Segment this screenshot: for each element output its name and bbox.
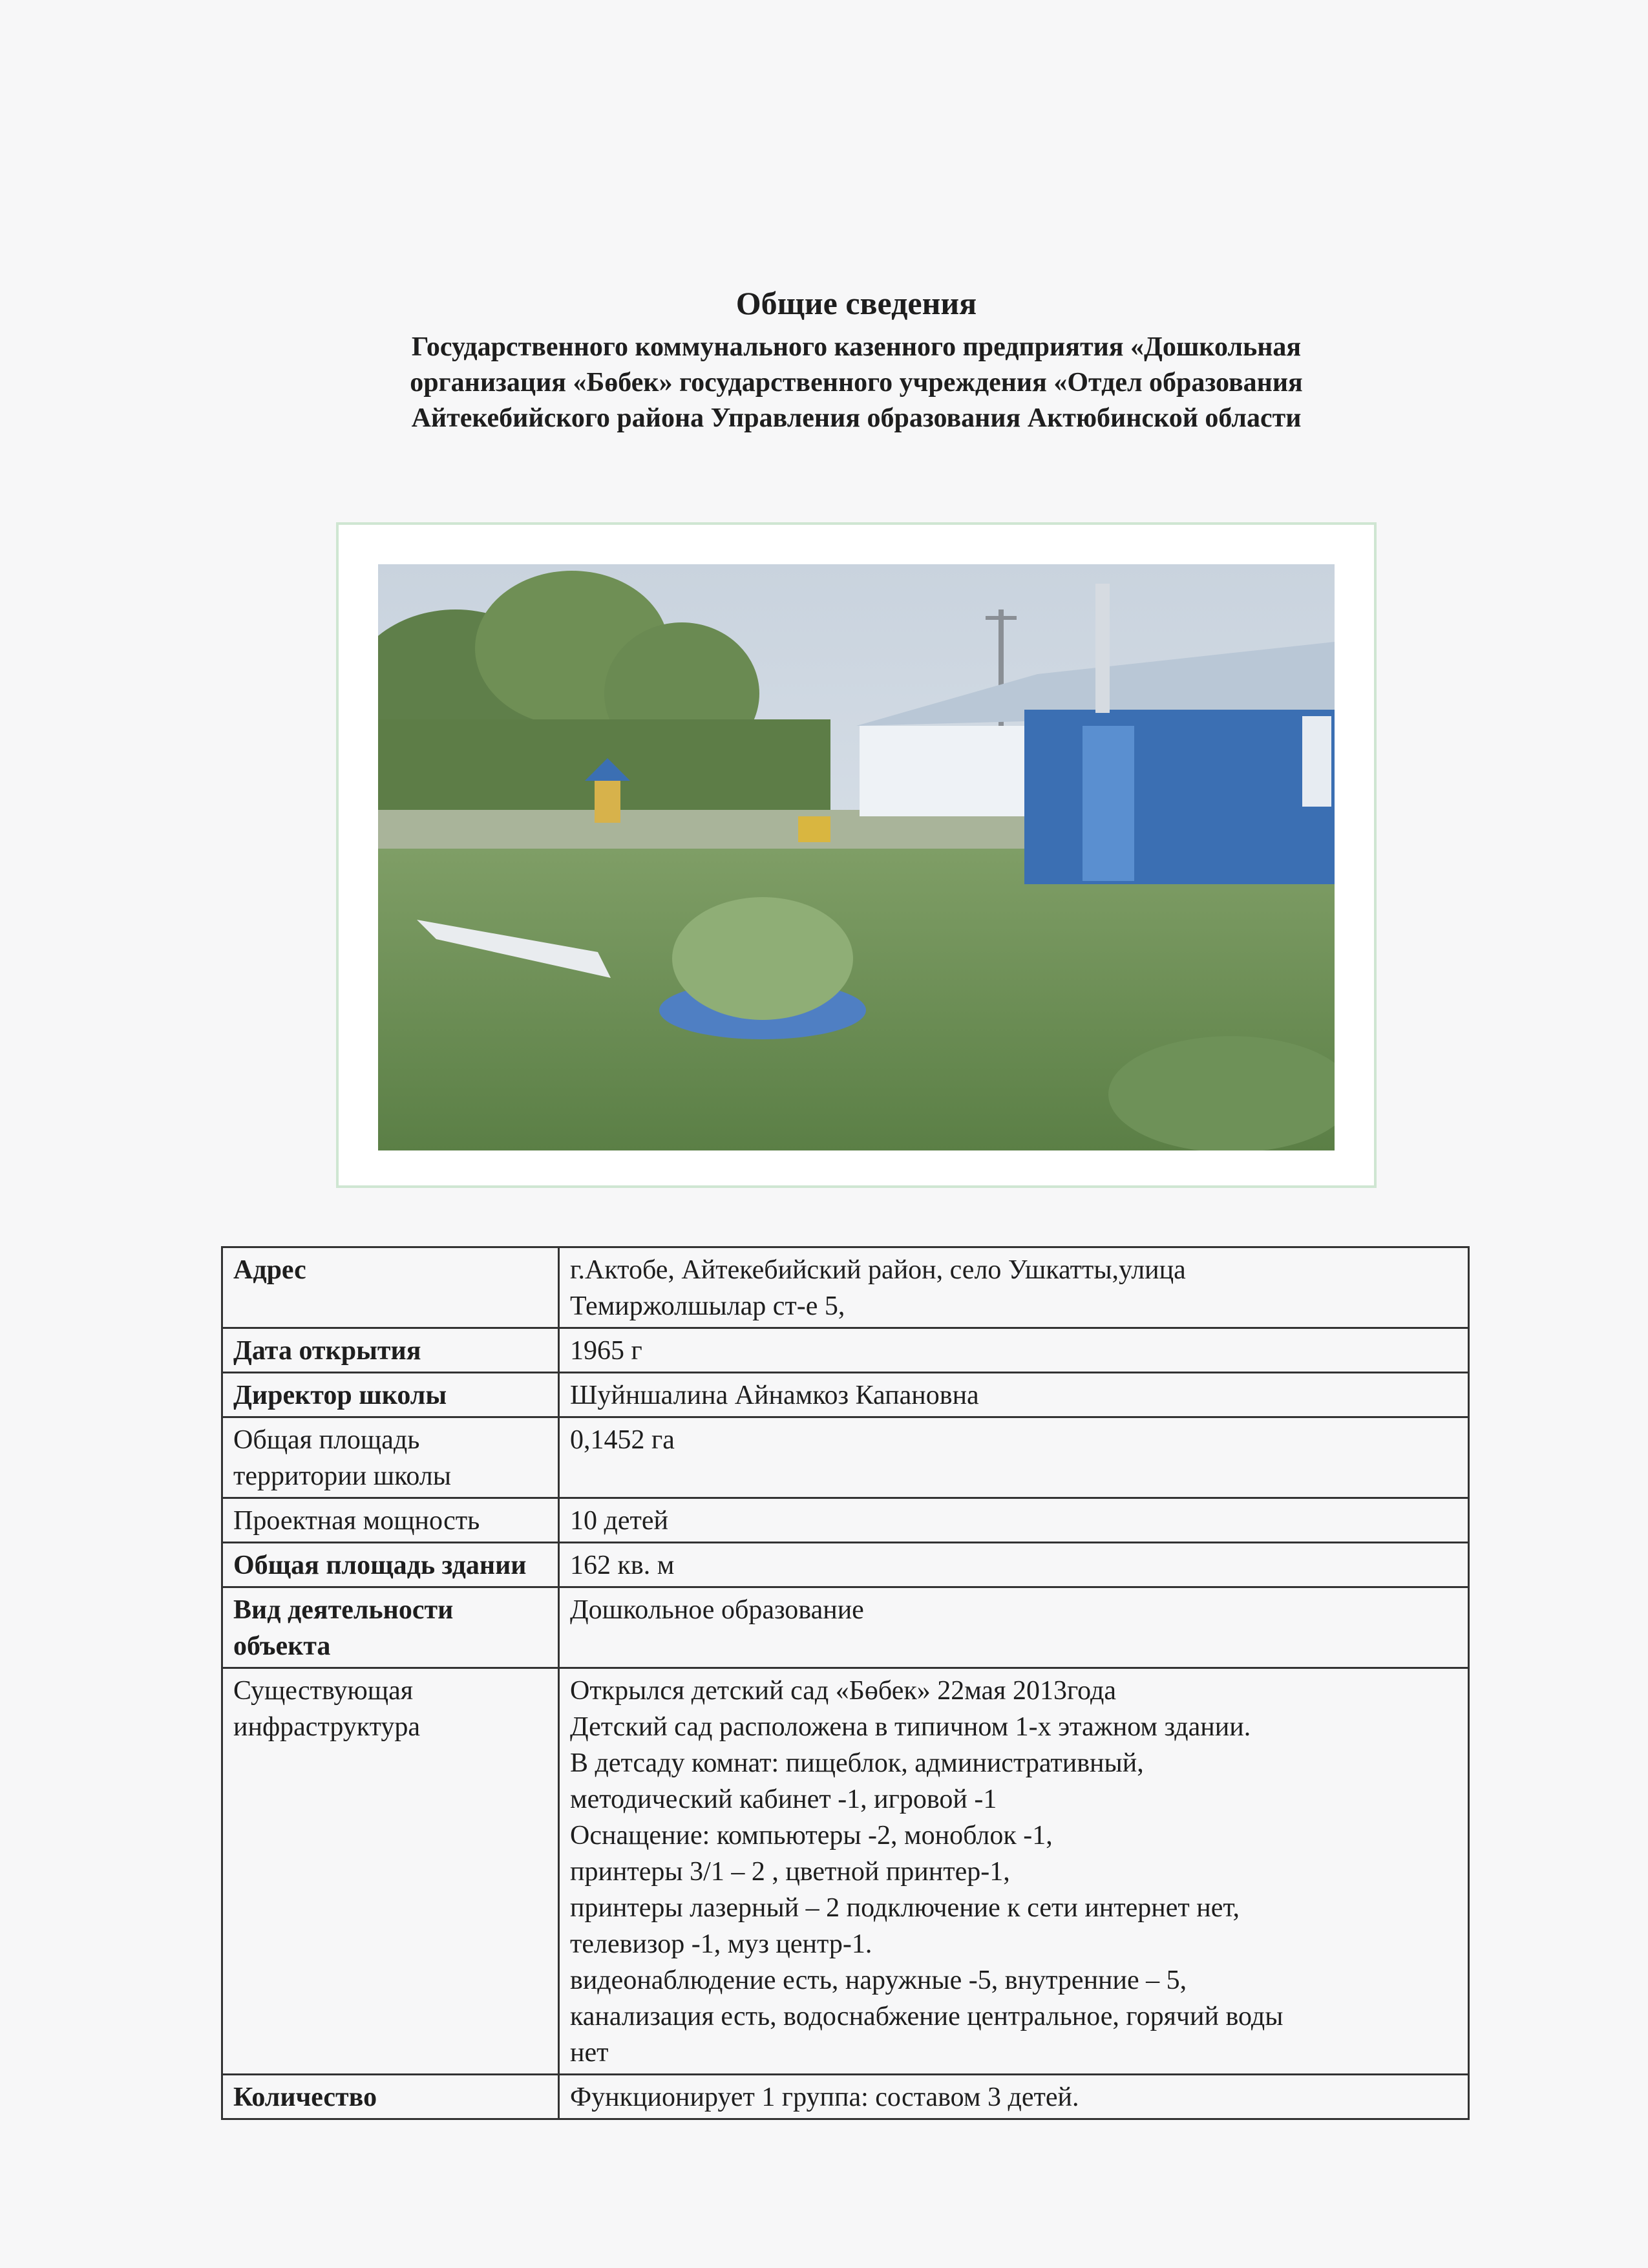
table-row <box>222 1543 1469 1587</box>
kindergarten-photo-drawing <box>378 564 1335 1150</box>
organization-name-line: Айтекебийского района Управления образования Актюбинской области <box>411 403 1302 433</box>
row-value-line: принтеры 3/1 – 2 , цветной принтер-1, <box>570 1857 1010 1887</box>
row-value-line: Темиржолшылар ст-е 5, <box>570 1291 845 1321</box>
row-value <box>559 1587 1469 1668</box>
row-value-line: Функционирует 1 группа: составом 3 детей. <box>570 2083 1079 2112</box>
info-table <box>221 1246 1470 2120</box>
row-label: Вид деятельности объекта <box>222 1587 559 1668</box>
row-label: Количество <box>222 2075 559 2119</box>
row-label: Общая площадь территории школы <box>222 1417 559 1498</box>
table-row <box>222 1373 1469 1417</box>
row-value-line: нет <box>570 2038 609 2068</box>
row-value-line: канализация есть, водоснабжение центральное, горячий воды <box>570 2002 1284 2031</box>
row-value <box>559 1328 1469 1373</box>
table-row <box>222 1498 1469 1543</box>
building-blue-wall <box>1024 710 1335 884</box>
row-label: Дата открытия <box>222 1328 559 1373</box>
row-value <box>559 1668 1469 2075</box>
building-window <box>1302 716 1331 807</box>
row-value-line: Шуйншалина Айнамкоз Капановна <box>570 1381 979 1410</box>
table-row <box>222 1328 1469 1373</box>
row-value-line: 10 детей <box>570 1506 668 1536</box>
row-value-line: телевизор -1, муз центр-1. <box>570 1929 872 1959</box>
table-row <box>222 2075 1469 2119</box>
swing <box>798 816 830 842</box>
row-value-line: 1965 г <box>570 1336 642 1366</box>
row-label: Существующая инфраструктура <box>222 1668 559 2075</box>
row-label: Проектная мощность <box>222 1498 559 1543</box>
row-label: Адрес <box>222 1247 559 1328</box>
flowerbed-plants <box>672 897 853 1020</box>
kindergarten-photo <box>378 564 1335 1150</box>
row-value <box>559 1543 1469 1587</box>
row-value-line: методический кабинет -1, игровой -1 <box>570 1785 997 1814</box>
row-value-line: Детский сад расположена в типичном 1-х этажном здании. <box>570 1712 1251 1742</box>
table-row <box>222 1668 1469 2075</box>
row-value-line: видеонаблюдение есть, наружные -5, внутренние – 5, <box>570 1966 1187 1995</box>
table-row <box>222 1247 1469 1328</box>
building-white-wing <box>860 726 1028 816</box>
row-value-line: Открылся детский сад «Бөбек» 22мая 2013года <box>570 1676 1116 1706</box>
row-value-line: 0,1452 га <box>570 1425 675 1455</box>
row-value-line: В детсаду комнат: пищеблок, административный, <box>570 1748 1144 1778</box>
row-value <box>559 1417 1469 1498</box>
page-title: Общие сведения <box>735 285 977 321</box>
row-value-line: 162 кв. м <box>570 1551 675 1580</box>
table-row <box>222 1587 1469 1668</box>
row-value <box>559 1373 1469 1417</box>
organization-name-line: организация «Бөбек» государственного учреждения «Отдел образования <box>410 368 1303 397</box>
row-value <box>559 2075 1469 2119</box>
organization-name <box>168 330 1545 436</box>
row-label: Общая площадь здании <box>222 1543 559 1587</box>
table-row <box>222 1417 1469 1498</box>
utility-pole-crossbar <box>986 616 1017 620</box>
row-value-line: принтеры лазерный – 2 подключение к сети интернет нет, <box>570 1893 1240 1923</box>
row-value-line: г.Актобе, Айтекебийский район, село Ушкатты,улица <box>570 1255 1186 1285</box>
building-door <box>1083 726 1134 881</box>
organization-name-line: Государственного коммунального казенного предприятия «Дошкольная <box>411 332 1302 362</box>
row-value <box>559 1498 1469 1543</box>
chimney <box>1095 584 1110 713</box>
row-value-line: Оснащение: компьютеры -2, моноблок -1, <box>570 1821 1053 1850</box>
row-value-line: Дошкольное образование <box>570 1595 864 1625</box>
playhouse <box>595 778 620 823</box>
row-value <box>559 1247 1469 1328</box>
row-label: Директор школы <box>222 1373 559 1417</box>
